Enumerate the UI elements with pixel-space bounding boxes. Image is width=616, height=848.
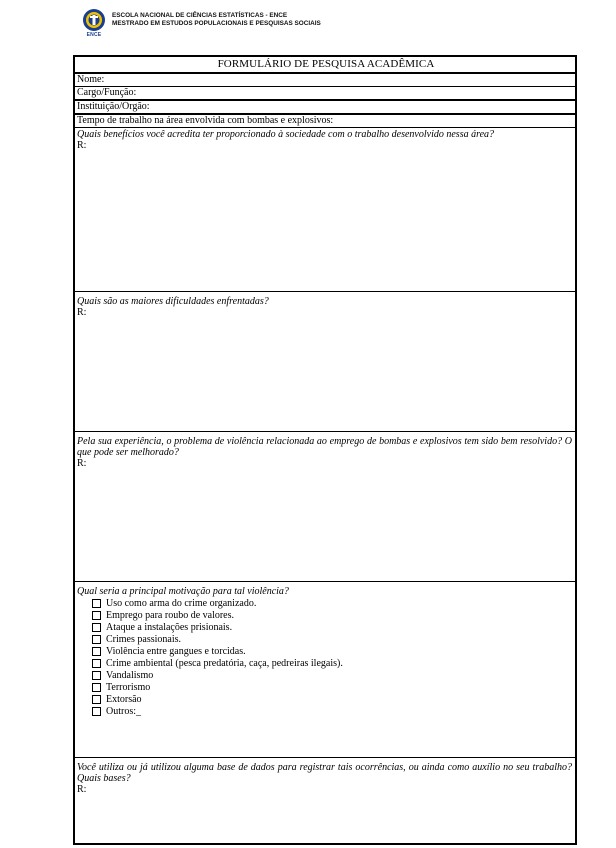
question-5-block	[75, 758, 575, 843]
checkbox[interactable]	[92, 683, 101, 692]
question-1-block	[75, 128, 575, 292]
checkbox[interactable]	[92, 695, 101, 704]
option-crime-ambiental[interactable]	[92, 658, 343, 669]
checkbox[interactable]	[92, 647, 101, 656]
field-instituicao[interactable]: Instituição/Órgão:	[75, 101, 575, 115]
option-label: Ataque a instalações prisionais.	[106, 622, 233, 633]
question-4: Qual seria a principal motivação para tal violência?	[77, 586, 289, 597]
checkbox[interactable]	[92, 611, 101, 620]
option-gangues-torcidas[interactable]	[92, 646, 246, 657]
option-label: Outros:_	[106, 706, 141, 717]
field-tempo[interactable]: Tempo de trabalho na área envolvida com bombas e explosivos:	[75, 115, 575, 128]
option-label: Terrorismo	[106, 682, 151, 693]
institution-name	[112, 12, 321, 28]
option-label: Crimes passionais.	[106, 634, 181, 645]
question-3-block	[75, 432, 575, 582]
research-form	[73, 55, 577, 845]
checkbox[interactable]	[92, 659, 101, 668]
document-header	[81, 8, 321, 38]
checkbox[interactable]	[92, 671, 101, 680]
question-3: Pela sua experiência, o problema de violência relacionada ao emprego de bombas e explosivos tem sido bem resolvido? O que pode ser melhorado?	[77, 436, 572, 458]
question-1: Quais benefícios você acredita ter proporcionado à sociedade com o trabalho desenvolvido nessa área?	[77, 129, 495, 140]
question-2: Quais são as maiores dificuldades enfrentadas?	[77, 296, 269, 307]
checkbox[interactable]	[92, 707, 101, 716]
option-terrorismo[interactable]	[92, 682, 150, 693]
checkbox[interactable]	[92, 623, 101, 632]
checkbox[interactable]	[92, 635, 101, 644]
option-label: Vandalismo	[106, 670, 154, 681]
question-5: Você utiliza ou já utilizou alguma base de dados para registrar tais ocorrências, ou ainda como auxílio no seu trabalho? Quais bases?	[77, 762, 572, 784]
field-cargo[interactable]: Cargo/Função:	[75, 87, 575, 101]
form-title: FORMULÁRIO DE PESQUISA ACADÊMICA	[75, 57, 575, 74]
option-outros[interactable]	[92, 706, 141, 717]
option-crimes-passionais[interactable]	[92, 634, 181, 645]
option-label: Extorsão	[106, 694, 142, 705]
option-label: Uso como arma do crime organizado.	[106, 598, 257, 609]
option-roubo-valores[interactable]	[92, 610, 234, 621]
question-2-block	[75, 292, 575, 432]
answer-1[interactable]: R:	[77, 140, 87, 151]
ence-logo-emblem-icon	[81, 8, 107, 32]
field-nome[interactable]: Nome:	[75, 74, 575, 87]
option-extorsao[interactable]	[92, 694, 142, 705]
institution-line-2: MESTRADO EM ESTUDOS POPULACIONAIS E PESQUISAS SOCIAIS	[112, 20, 321, 27]
answer-2[interactable]: R:	[77, 307, 87, 318]
option-crime-organizado[interactable]	[92, 598, 256, 609]
option-label: Crime ambiental (pesca predatória, caça, pedreiras ilegais).	[106, 658, 343, 669]
question-4-block	[75, 582, 575, 758]
checkbox[interactable]	[92, 599, 101, 608]
option-vandalismo[interactable]	[92, 670, 153, 681]
institution-line-1: ESCOLA NACIONAL DE CIÊNCIAS ESTATÍSTICAS - ENCE	[112, 12, 288, 19]
option-label: Violência entre gangues e torcidas.	[106, 646, 246, 657]
logo-caption: ENCE	[86, 32, 102, 38]
answer-5[interactable]: R:	[77, 784, 87, 795]
answer-3[interactable]: R:	[77, 458, 87, 469]
option-instalacoes-prisionais[interactable]	[92, 622, 232, 633]
ence-logo	[81, 8, 107, 38]
option-label: Emprego para roubo de valores.	[106, 610, 235, 621]
